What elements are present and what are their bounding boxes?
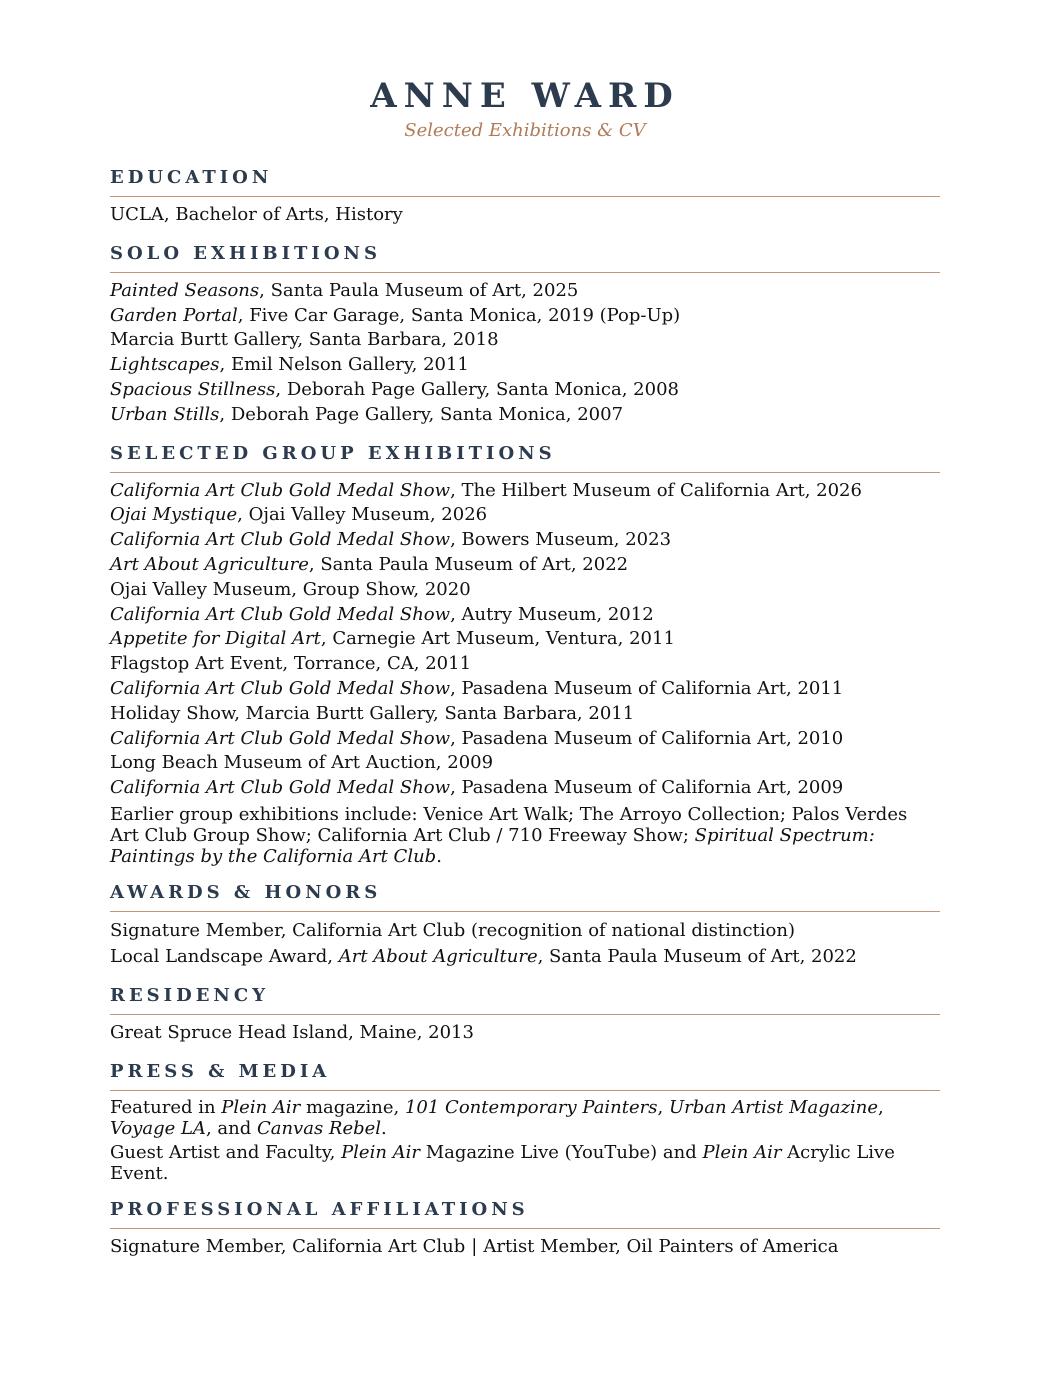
- exhibition-entry: [110, 776, 940, 801]
- exhibition-entry: [110, 279, 940, 304]
- exhibition-entry: [110, 378, 940, 403]
- education-entry: UCLA, Bachelor of Arts, History: [110, 204, 403, 225]
- section-title: SOLO EXHIBITIONS: [110, 242, 940, 273]
- exhibition-entry: [110, 403, 940, 428]
- earlier-work-title: Spiritual Spectrum: Paintings by the California Art Club: [110, 824, 875, 867]
- exhibition-entry: [110, 503, 940, 528]
- exhibition-entry: [110, 603, 940, 628]
- exhibition-title: Spacious Stillness: [110, 378, 276, 400]
- affiliations-entry: [110, 1235, 940, 1260]
- exhibition-venue: , Santa Paula Museum of Art, 2022: [308, 553, 629, 575]
- award-work-title: Art About Agriculture: [338, 945, 538, 967]
- exhibition-entry: [110, 553, 940, 578]
- affiliations-section: [110, 1198, 940, 1260]
- press-section: [110, 1060, 940, 1184]
- exhibition-entry: [110, 677, 940, 702]
- exhibition-entry: [110, 578, 940, 603]
- exhibition-text: Marcia Burtt Gallery, Santa Barbara, 2018: [110, 329, 499, 351]
- exhibition-venue: , Carnegie Art Museum, Ventura, 2011: [320, 628, 675, 650]
- section-title: AWARDS & HONORS: [110, 881, 940, 912]
- affiliation-left: Signature Member, California Art Club: [110, 1235, 466, 1257]
- exhibition-entry: [110, 627, 940, 652]
- residency-entry: Great Spruce Head Island, Maine, 2013: [110, 1021, 474, 1043]
- exhibition-entry: [110, 479, 940, 504]
- exhibition-text: Long Beach Museum of Art Auction, 2009: [110, 752, 494, 774]
- exhibition-venue: , Pasadena Museum of California Art, 2010: [450, 727, 844, 749]
- exhibition-text: Ojai Valley Museum, Group Show, 2020: [110, 578, 471, 600]
- exhibition-venue: , Pasadena Museum of California Art, 2011: [450, 677, 844, 699]
- earlier-suffix: .: [436, 845, 442, 867]
- exhibition-entry: [110, 353, 940, 378]
- exhibition-title: Painted Seasons: [110, 279, 260, 301]
- exhibition-entry: [110, 751, 940, 776]
- exhibition-venue: , Bowers Museum, 2023: [450, 529, 672, 551]
- press-guest-artist: Guest Artist and Faculty, Plein Air Magazine Live (YouTube) and Plein Air Acrylic Live Event.: [110, 1141, 895, 1184]
- exhibition-venue: , Emil Nelson Gallery, 2011: [219, 354, 469, 376]
- exhibition-title: California Art Club Gold Medal Show: [110, 777, 451, 799]
- award-suffix: , Santa Paula Museum of Art, 2022: [537, 945, 857, 967]
- award-entry: Signature Member, California Art Club (recognition of national distinction): [110, 919, 795, 941]
- section-title: SELECTED GROUP EXHIBITIONS: [110, 442, 940, 473]
- cv-page: [110, 0, 940, 1260]
- awards-section: [110, 881, 940, 970]
- award-entry: [110, 944, 940, 970]
- exhibition-entry: [110, 702, 940, 727]
- exhibition-venue: , Santa Paula Museum of Art, 2025: [259, 279, 579, 301]
- group-exhibitions-list: [110, 479, 940, 801]
- exhibition-entry: [110, 328, 940, 353]
- education-section: [110, 166, 940, 228]
- exhibition-title: California Art Club Gold Medal Show: [110, 677, 451, 699]
- exhibition-entry: [110, 528, 940, 553]
- exhibition-title: California Art Club Gold Medal Show: [110, 603, 451, 625]
- group-exhibitions-section: [110, 442, 940, 867]
- exhibition-entry: [110, 304, 940, 329]
- exhibition-title: Garden Portal: [110, 304, 238, 326]
- exhibition-venue: , Autry Museum, 2012: [450, 603, 654, 625]
- earlier-group-exhibitions: [110, 804, 940, 867]
- exhibition-venue: , Five Car Garage, Santa Monica, 2019 (Pop-Up): [237, 304, 681, 326]
- section-title: RESIDENCY: [110, 984, 940, 1015]
- exhibition-title: Appetite for Digital Art: [110, 628, 321, 650]
- exhibition-title: Lightscapes: [110, 354, 220, 376]
- exhibition-text: Holiday Show, Marcia Burtt Gallery, Santa Barbara, 2011: [110, 702, 635, 724]
- solo-exhibitions-section: [110, 242, 940, 428]
- earlier-prefix: Earlier group exhibitions include: Venice Art Walk; The Arroyo Collection; Palos Verdes Art Club Group Show; California Art Club / 710 Freeway Show;: [110, 803, 908, 846]
- exhibition-venue: , The Hilbert Museum of California Art, 2026: [450, 479, 862, 501]
- exhibition-title: Ojai Mystique: [110, 504, 238, 526]
- section-title: EDUCATION: [110, 166, 940, 197]
- exhibition-venue: , Pasadena Museum of California Art, 2009: [450, 777, 844, 799]
- exhibition-text: Flagstop Art Event, Torrance, CA, 2011: [110, 653, 472, 675]
- artist-name: ANNE WARD: [370, 76, 680, 116]
- exhibition-entry: [110, 652, 940, 677]
- award-prefix: Local Landscape Award,: [110, 945, 339, 967]
- section-title: PROFESSIONAL AFFILIATIONS: [110, 1198, 940, 1229]
- exhibition-venue: , Deborah Page Gallery, Santa Monica, 2007: [219, 403, 624, 425]
- solo-exhibitions-list: [110, 279, 940, 428]
- exhibition-title: California Art Club Gold Medal Show: [110, 727, 451, 749]
- exhibition-title: Urban Stills: [110, 403, 220, 425]
- cv-subtitle: Selected Exhibitions & CV: [404, 120, 646, 141]
- press-featured: Featured in Plein Air magazine, 101 Contemporary Painters, Urban Artist Magazine, Voyage LA, and Canvas Rebel.: [110, 1096, 884, 1139]
- cv-header: [110, 0, 940, 144]
- exhibition-venue: , Deborah Page Gallery, Santa Monica, 2008: [275, 378, 679, 400]
- exhibition-title: Art About Agriculture: [110, 553, 309, 575]
- exhibition-title: California Art Club Gold Medal Show: [110, 529, 451, 551]
- affiliation-separator: |: [471, 1235, 478, 1257]
- affiliation-right: Artist Member, Oil Painters of America: [483, 1235, 839, 1257]
- exhibition-venue: , Ojai Valley Museum, 2026: [237, 504, 488, 526]
- residency-section: [110, 984, 940, 1046]
- exhibition-title: California Art Club Gold Medal Show: [110, 479, 451, 501]
- exhibition-entry: [110, 727, 940, 752]
- section-title: PRESS & MEDIA: [110, 1060, 940, 1091]
